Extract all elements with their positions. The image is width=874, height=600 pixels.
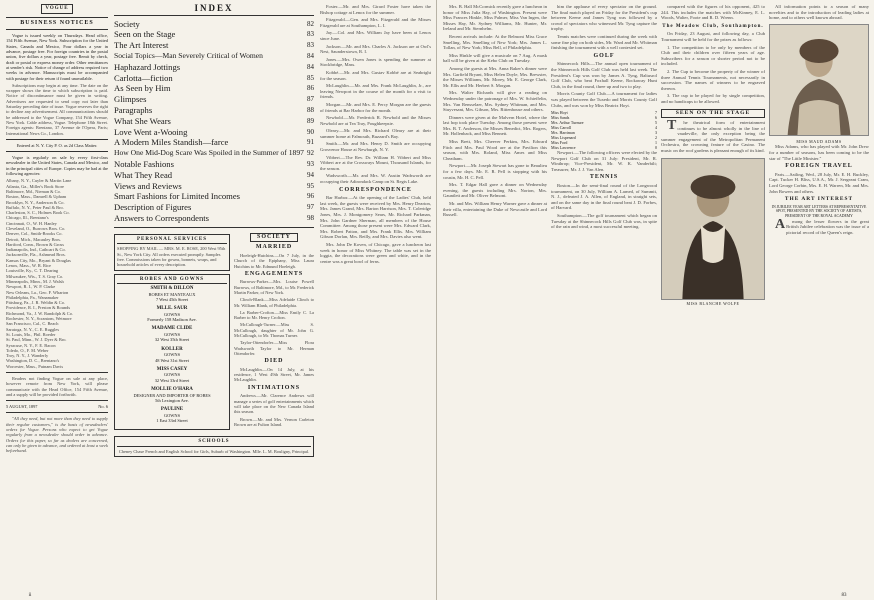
seen-on-stage-title: SEEN ON THE STAGE [661,109,765,119]
index-column [114,4,314,594]
right-page [437,0,874,600]
readers-note: Readers not finding Vogue on sale at any place, however remote from New York, will please communicate with the Head Office, 154 Fifth Avenue, and a supply will be provided forthwith. [6,376,108,397]
art-interest-subtitle: IN JUBILEE YEAR ART LETTERS AT REPRESENTATIVE SPOT, PRESENTED BY THE SOCIETY OF ARTISTS, PRESIDENT OF THE ROYAL ACADEMY [771,204,867,218]
ad-block[interactable]: KOLLER GOWNS 48 West 31st Street [155,346,189,363]
services-row [114,231,314,434]
toc-row[interactable]: Haphazard Jottings 84 [114,61,314,72]
art-interest-title: THE ART INTEREST [784,196,854,203]
score-table: Miss Hoyt 7 Miss Sands 6 Mrs. Arthur Turnure 5 Miss Carroll 4 Mrs. Harriman 3 Miss Lispenard 2 Miss Ford 1 Miss Lawrence 0 [551,110,657,151]
personal-services-title: PERSONAL SERVICES [117,237,227,245]
toc-row[interactable]: Society 82 [114,18,314,29]
business-notices-text: Vogue is issued weekly on Thursdays. Head office, 154 Fifth Avenue, New York. Subscription for the United States, Canada and Mexico, Four dollars a year in advance, postage free. For foreign countries in the postal union, five dollars a year, postage free. Remit by check, draft or postal or express money order. Other remittances at sender's risk. Notice of change of address required two weeks in advance. Manuscripts must be accompanied with postage for their return if found unavailable. [6,33,108,81]
toc-row[interactable]: A Modern Miles Standish—farce 91 [114,137,314,148]
toc-row[interactable]: Description of Figures 97 [114,202,314,213]
date-line-row: 5 AUGUST, 1897 No. 6 [6,404,108,410]
sale-note: Vogue is regularly on sale by every first-class newsdealer in the United States, Canada and Mexico, and in the principal cities of Europe. Copies may be had at the following agencies: [6,155,108,177]
portrait-photo-bottom [661,158,765,300]
right-column-1: Mrs. B. Hall McCormick recently gave a luncheon in honor of Miss Julia Hay, of Washington. Present were Miss Frances Hinkle, Miss Palmer, Miss Van Ingen, the Misses Hay, Mr. Sydney Williams, Mr. Hunter, Mr. Ireland and Mr. Sternhelm. Recent arrivals include: At the Belmont Miss Grace Smelling, Mrs. Smelling of New York; Mrs. James L. Tollan, of New York; Miss Bell, of Philadelphia. Miss Hinkle will give a musicale on 7 Aug. A mask ball will be given at the Kebo Club on Tuesday. Among the guests at Mrs. Anna Baker's dinner were Mrs. Garfield Bryant, Miss Helen Doyle, Mrs. Brewster, the Misses Williams, Mr. Morey, Mr. E. George Clark, Mr. Ellis and Mr. Herbert S. Morgan. Mrs. Walter Richards will give a reading on Wednesday under the patronage of Mrs. W. Schieffelin, Mrs. Van Rensselaer, Mrs. Sydney Whitman, and Mrs. Stuyvesant, Mrs. Gibson, Mrs. Rittenhouse and others. Dinners were given at the Malvern Hotel, where the last hop took place Tuesday. Among those present were Mrs. B. T. Anderson, the Misses Benedict, Mrs. Rogers, Mr. Hollenback, and Miss Bennett. Miss Brett, Mrs. Cheever Perkins, Mrs. Edward Fitch and Mrs. Paul Wood are at the Pavilion this season, with Mrs. Roland, Miss Ames and Miss Cheatham. Newport.—Mr. Joseph Stewart has gone to Beaulieu for a few days. Mr. E. R. Pell is stopping with his cousin, Mr. H. C. Pell. Mrs. T. Edgar Hall gave a dinner on Wednesday evening, the guests including Mrs. Norton, Mrs. Gauntlett and Mr. Oliver Belmont. Mr. and Mrs. William Henry Warner gave a dinner at their villa, entertaining the Duke of Newcastle and Lord Russell. [443,4,547,218]
personal-services-block: PERSONAL SERVICES SHOPPING BY MAIL — MRS. M. E. ROSE, 200 West 95th St., New York City. All orders executed promptly. Samples free. Commissions taken for gowns, bonnets, wraps, and household articles of every description. ROBES AND GOWNS SMITH & DILLON ROBES ET MANTEAUX 7 West 45th Street MLLE. SAUR GOWNS Formerly 158 Madison Ave. MADAME CLIDE GOWNS 32 West 35th Street KOLLER GOWNS 48 West 31st Street MISS CASEY GOWNS 32 West 33rd Street MOLLIE O'HARA DESIGNER AND IMPORTER OF ROBES 5th Lexington Ave. PAULINE GOWNS 1 East 33rd Street [114,231,230,434]
married-title: MARRIED [255,244,293,251]
robes-title: ROBES AND GOWNS [117,277,227,285]
right-column-2: him the applause of every spectator on the ground. The final match played on Friday for the President's cup between Keene and James Tyng was followed by a crowd of spectators who witnessed Mr. Tyng capture the trophy. Tennis matches were continued during the week with some fine play on both sides, Mr. Ward and Mr. Whitman finishing the tournament with a well contested set. GOLF Shinnecock Hills.—The annual open tournament of the Shinnecock Hills Golf Club was held last week. The President's Cup was won by James A. Tyng, Baltusrol Golf Club, who beat Foxhall Keene, Rockaway Hunt Club, in the final round, three up and two to play. Morris County Golf Club.—A tournament for ladies was played between the Tuxedo and Morris County Golf Clubs, and was won by Miss Beatrix Hoyt. Miss Hoyt 7 Miss Sands 6 Mrs. Arthur Turnure 5 Miss Carroll 4 Mrs. Harriman 3 Miss Lispenard 2 Miss Ford 1 Miss Lawrence 0 Newport.—The following officers were elected by the Newport Golf Club on 31 July: President, Mr. R. Winthrop; Vice-President, Mr. W. K. Vanderbilt; Treasurer, Mr. J. J. Van Alen. TENNIS Boston.—In the semi-final round of the Longwood tournament, on 30 July, William A. Larned, of Summit, N. J., defeated J. A. Allen, of England, in straight sets, and on the same day in the final round beat J. D. Forbes, of Harvard. Southampton.—The golf tournament which began on Tuesday at the Shinnecock Hills Golf Club was, in spite of the rain and wind, a most successful meeting. [551,4,657,230]
ad-block[interactable]: MADAME CLIDE GOWNS 32 West 35th Street [151,326,193,343]
society-title: SOCIETY [250,233,298,243]
foreign-travel-title: FOREIGN TRAVEL [785,163,853,170]
schools-title: SCHOOLS [117,439,311,447]
toc-row[interactable]: Love Went a-Wooing 90 [114,126,314,137]
table-of-contents [114,19,314,224]
toc-row[interactable]: Seen on the Stage 83 [114,29,314,40]
photo-caption-bottom: MISS BLANCHE WOLFE [686,300,740,306]
toc-row[interactable]: The Art Interest 83 [114,40,314,51]
ad-block[interactable]: MISS CASEY GOWNS 32 West 33rd Street [154,366,190,383]
agency-list: Albany, N. Y., Cuyler & Martin Lane Atlanta, Ga., Miller's Book Store Baltimore, Md., Nieman & Co. Boston, Mass., Damrell & Upham Brooklyn, N. Y., Anderson & Co. Buffalo, N. Y., Peter Paul & Bro. Charleston, S. C., Holmes Book Co. Chicago, Ill., Brentano's Cincinnati, O., W. H. Hanley Cleveland, O., Burrows Bros. Co. Denver, Col., Smith-Brooks Co. Detroit, Mich., Macauley Bros. Hartford, Conn., Brown & Gross Indianapolis, Ind., Cathcart & Co. Jacksonville, Fla., Ashmead Bros. Kansas City, Mo., Bryant & Douglas Lenox, Mass., W. R. Rice Louisville, Ky., C. T. Dearing Milwaukee, Wis., T. S. Gray Co. Minneapolis, Minn., M. J. Walsh Newport, R. I., W. P. Clarke New Orleans, La., Geo. F. Wharton Philadelphia, Pa., Wanamaker Pittsburg, Pa., J. R. Weldin & Co. Providence, R. I., Preston & Rounds Richmond, Va., J. W. Randolph & Co. Rochester, N. Y., Scrantom, Wetmore San Francisco, Cal., C. Beach Saratoga, N. Y., C. E. Ruggles St. Louis, Mo., Phil. Roeder St. Paul, Minn., W. J. Dyer & Bro. Syracuse, N. Y., F. E. Bacon Toledo, O., F. M. Weber Troy, N. Y., J. Wanderly Washington, D. C., Brentano's Worcester, Mass., Putnam Davis [6,178,73,369]
business-notices-title: BUSINESS NOTICES [20,19,94,26]
died-title: DIED [264,358,284,365]
right-column-3: compared with the figures of his opponent, 425 to 244. This includes the matches with McKinney, E. L. Woods, Walter, Foote and R. D. Wrenn. The Meadow Club, Southampton. On Friday, 23 August, and following day, a Club Tournament will be held for the prizes as follows: 1. The competition to be only by members of the Club and their children over fifteen years of age. Subscribers for a season or shorter period not to be included. 2. The Cup to become the property of the winner of three Annual Tennis Tournaments, not necessarily in succession. The names of winners to be engraved thereon. 3. The cup to be played for by single competition, and no handicaps to be allowed. SEEN ON THE STAGE T he theatrical form of entertainment continues to be almost wholly in the line of vaudeville, the only exception being the summer engagement of the Metropolitan Permanent Orchestra, the crowning feature of the Casino. The music on the roof gardens is pleasant enough of its kind. MISS BLANCHE WOLFE [661,4,765,306]
society-banner [234,233,314,243]
toc-row[interactable]: Notable Fashions 93 [114,158,314,169]
business-notices-continued: Subscriptions may begin at any time. The date on the wrapper shows the time to which subscription is paid. Notice of discontinuance must be given in writing. Advertisers are requested to send copy not later than Saturday preceding date of issue. Vogue reserves the right to decline any advertisement. All communications should be addressed to the Vogue Company, 154 Fifth Avenue, New York. Cable address, Vogue. Telephone 18th Street. Foreign agents: Brentano, 37 Avenue de l'Opera, Paris; International News Co., London. [6,82,108,136]
toc-row[interactable]: Answers to Correspondents 98 [114,212,314,223]
society-column: Foster.—Mr. and Mrs. Girard Foster have taken the Bishop cottage at Lenox for the summer. Fitzgerald.—Gen. and Mrs. Fitzgerald and the Misses Fitzgerald are at Southampton, L. I. Jay.—Col. and Mrs. William Jay have been at Lenox since June. Jackson.—Mr. and Mrs. Charles A. Jackson are at Owl's Nest, Saunderstown, R. I. Jones.—Mrs. Owen Jones is spending the summer at Stockbridge, Mass. Kobbé.—Mr. and Mrs. Gustav Kobbé are at Seabright for the season. McLaughlin.—Mr. and Mrs. Frank McLaughlin, Jr., are leaving Newport in the course of the month for a visit to friends. Morgan.—Mr. and Mrs. E. Percy Morgan are the guests of friends at Bar Harbor for the month. Newbold.—Mr. Frederick R. Newbold and the Misses Newbold are at Tea Tray, Poughkeepsie. Oleary.—Mr. and Mrs. Richard Oleary are at their summer home at Falmouth, Buzzard's Bay. Smith.—Mr. and Mrs. Henry D. Smith are occupying Grosvenor House at Newburgh, N. Y. Vibbert.—The Rev. Dr. William H. Vibbert and Miss Vibbert are at the Crossways Mount, Thousand Islands, for the season. Wadsworth.—Mr. and Mrs. W. Austin Wadsworth are occupying their Adirondack Camp on St. Regis Lake. CORRESPONDENCE Bar Harbor.—At the opening of the Ladies' Club, held last week, the guests were received by Mrs. Henry Dearton, Mrs. James Grand, Mrs. Barton Harrison, Mrs. T. Coleridge Jones, Mrs. J. Montgomery Sears, Mr. Richard Parkman, Mrs. John Gardner Sherman, all members of the House Committee. Among those present were Mrs. Edward Clark, Mrs. Robert Patton, and Mrs. Frank Ellis. Mrs. William Gibson Dorlan, Mrs. Reilly, and Mrs. Davies also went. Mrs. John De Koven, of Chicago, gave a luncheon last week in honor of Miss Whitney. The table was set in the loggia, the decorations were green and white, and in the centre was a great bowl of ferns. [320,4,431,264]
toc-row[interactable]: What She Wears 89 [114,115,314,126]
page-number-left: ii [28,593,32,598]
index-title: INDEX [194,4,234,13]
schools-box: SCHOOLS Cheney Chase French and English School for Girls, Suburb of Washington. Mlle. L. M. Bouligny, Principal. [114,436,314,457]
date-line: 5 AUGUST, 1897 [6,404,38,410]
ad-block[interactable]: MOLLIE O'HARA DESIGNER AND IMPORTER OF ROBES 5th Lexington Ave. [133,387,211,403]
intimations-title: INTIMATIONS [247,384,301,391]
photo-caption-top: MISS MAUD ADAMS [796,138,842,144]
toc-row[interactable]: As Seen by Him 86 [114,83,314,94]
society-intro: SOCIETY MARRIED Hoeleigh-Hutchins.—On 7 July, in the Church of the Epiphany, Miss Laura Hutchins to Mr. Edmund Hoeleigh. ENGAGEMENTS Burrows-Parker.—Mrs. Louise Powell Burrows, of Baltimore, Md., to Mr. Frederick Martin Parker, of New York. Clinch-Blank.—Miss Adelaide Clinch to Mr. William Blank, of Philadelphia. La Barber-Crofton.—Miss Emily C. La Barber to Mr. Henry Crofton. McCullough-Turner.—Miss S. McCullough, daughter of Mr. John G. McCullough, to Mr. Thomas Turner. Taylor-Ottendorfer.—Miss Flora Wadsworth Taylor to Mr. Herman Ottendorfer. DIED McLaughlin.—On 14 July, at his residence, 1 West 49th Street, Mr. James McLaughlin. INTIMATIONS Andrews.—Mr. Clarence Andrews will manage a series of golf entertainments which will take place on the New Canada Island this season. Brown.—Mr. and Mrs. Vernon Carleton Brown are at Fulton Island. [234,233,314,427]
toc-row[interactable]: Social Topics—Man Severely Critical of Women 84 [114,50,314,60]
golf-title: GOLF [593,52,615,59]
toc-row[interactable]: Paragraphs 88 [114,104,314,115]
meadow-club-title: The Meadow Club, Southampton. [662,23,764,29]
engagements-title: ENGAGEMENTS [244,270,304,277]
toc-row[interactable]: Carlotta—fiction 85 [114,72,314,83]
toc-row[interactable]: Glimpses 87 [114,94,314,105]
ad-block[interactable]: SMITH & DILLON ROBES ET MANTEAUX 7 West 45th Street [148,286,196,302]
business-notices-column [6,4,108,594]
toc-row[interactable]: How One Mid-Dog Scare Was Spoiled in the Summer of 1897 92 [114,148,314,158]
correspondence-title: CORRESPONDENCE [339,186,412,193]
entered-note: Entered at N. Y. City P. O. as 2d Class Matter. [16,142,98,148]
ad-block[interactable]: PAULINE GOWNS 1 East 33rd Street [156,407,188,424]
toc-row[interactable]: Smart Fashions for Limited Incomes 96 [114,191,314,202]
portrait-photo-top [769,24,869,136]
vogue-badge: VOGUE [41,4,72,14]
ad-block[interactable]: MLLE. SAUR GOWNS Formerly 158 Madison Ave. [147,306,197,323]
tennis-title: TENNIS [589,174,619,181]
toc-row[interactable]: What They Read 94 [114,169,314,180]
page-number-right: 83 [841,593,847,598]
right-column-4: All information points to a season of many novelties and to the introduction of leading ladies at home, and to others well known abroad. MISS MAUD ADAMS Miss Adams, who has played with Mr. John Drew for a number of seasons, has been coming to be the star of "The Little Minister." FOREIGN TRAVEL Paris.—Sailing, Wed., 28 July, Mr. E. H. Buckley, Capt. Tucker H. Bliss, U.S.A., Mr. J. Sergeant Cram, Lord George Corbin, Mrs. E. H. Warren, Mr. and Mrs. John Bowers and others. THE ART INTEREST IN JUBILEE YEAR ART LETTERS AT REPRESENTATIVE SPOT, PRESENTED BY THE SOCIETY OF ARTISTS, PRESIDENT OF THE ROYAL ACADEMY A mong the lesser flowers in the great British Jubilee celebration was the issue of a pictorial record of the Queen's reign. [769,4,869,235]
epigraph: "All they need, but not more than they need to supply their regular customers," is the basis of newsdealers' orders for Vogue. Persons who expect to get Vogue regularly from a newsdealer should order in advance. Orders for this paper, so far as dealers are concerned, can only be given in advance, and ordered at least a week beforehand. [6,416,108,454]
toc-row[interactable]: Views and Reviews 95 [114,180,314,191]
